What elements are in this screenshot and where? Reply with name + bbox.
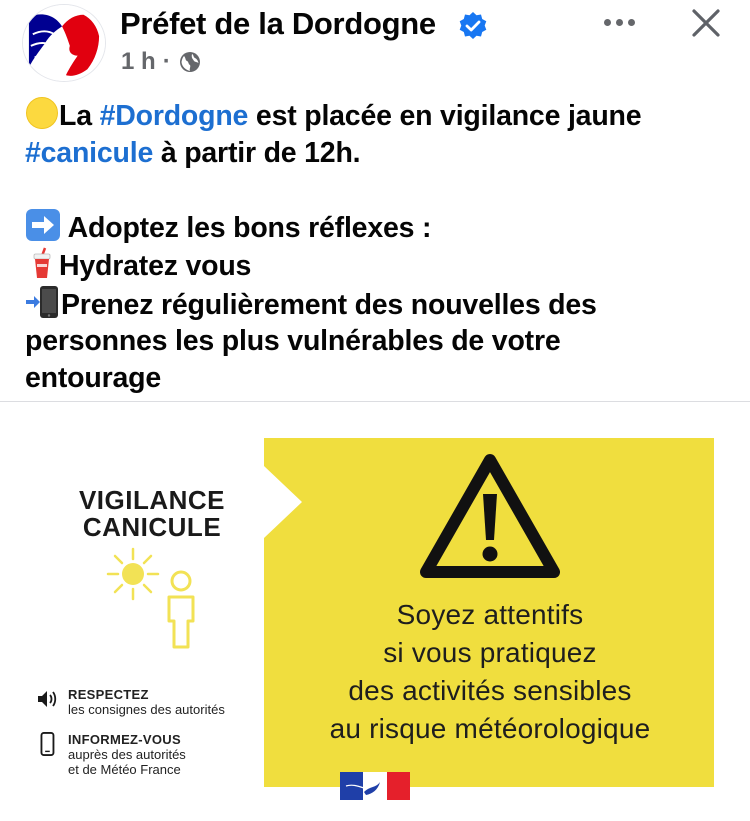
page-name[interactable]: Préfet de la Dordogne <box>120 6 436 41</box>
yellow-circle-icon <box>25 96 59 130</box>
hashtag-dordogne[interactable]: #Dordogne <box>99 100 249 132</box>
more-options-icon <box>604 19 611 26</box>
more-options-icon <box>628 19 635 26</box>
post-line-1: La #Dordogne est placée en vigilance jaune <box>25 96 725 135</box>
mobile-phone-arrow-icon <box>25 285 61 319</box>
post-image[interactable] <box>0 402 750 821</box>
post-line-4: Hydratez vous <box>25 246 725 285</box>
informez-text: INFORMEZ-VOUS auprès des autorités et de Météo France <box>68 732 186 777</box>
hashtag-canicule[interactable]: #canicule <box>25 136 154 169</box>
post-header <box>0 0 750 90</box>
meta-separator: · <box>162 48 171 75</box>
post-line-5: Prenez régulièrement des nouvelles des <box>25 285 725 324</box>
more-options-button[interactable] <box>597 8 641 36</box>
close-icon[interactable] <box>688 5 724 41</box>
marianne-logo-icon <box>23 5 105 81</box>
speaker-icon <box>36 687 58 711</box>
respectez-text: RESPECTEZ les consignes des autorités <box>68 687 225 717</box>
more-options-icon <box>616 19 623 26</box>
panel-message: Soyez attentifs si vous pratiquez des activités sensibles au risque météorologique <box>329 599 651 744</box>
warning-triangle-icon <box>420 452 560 580</box>
post-line-7: entourage <box>25 361 161 394</box>
verified-badge-icon <box>458 11 488 41</box>
post-text <box>25 96 725 396</box>
avatar[interactable] <box>22 4 106 82</box>
informez-row <box>36 732 186 777</box>
post-line-2: #canicule à partir de 12h. <box>25 136 361 169</box>
globe-icon[interactable] <box>178 50 202 74</box>
smartphone-icon <box>36 732 58 756</box>
french-republic-flag-icon <box>340 772 410 800</box>
post-line-6: personnes les plus vulnérables de votre <box>25 325 561 357</box>
cup-with-straw-icon <box>25 246 59 280</box>
post-line-3: Adoptez les bons réflexes : <box>25 208 725 247</box>
post-meta <box>121 48 202 76</box>
post-time[interactable]: 1 h <box>121 48 156 75</box>
right-arrow-icon <box>25 208 61 242</box>
sun-person-icon <box>95 547 215 657</box>
vigilance-title: VIGILANCE CANICULE <box>78 485 226 542</box>
respectez-row <box>36 687 225 717</box>
